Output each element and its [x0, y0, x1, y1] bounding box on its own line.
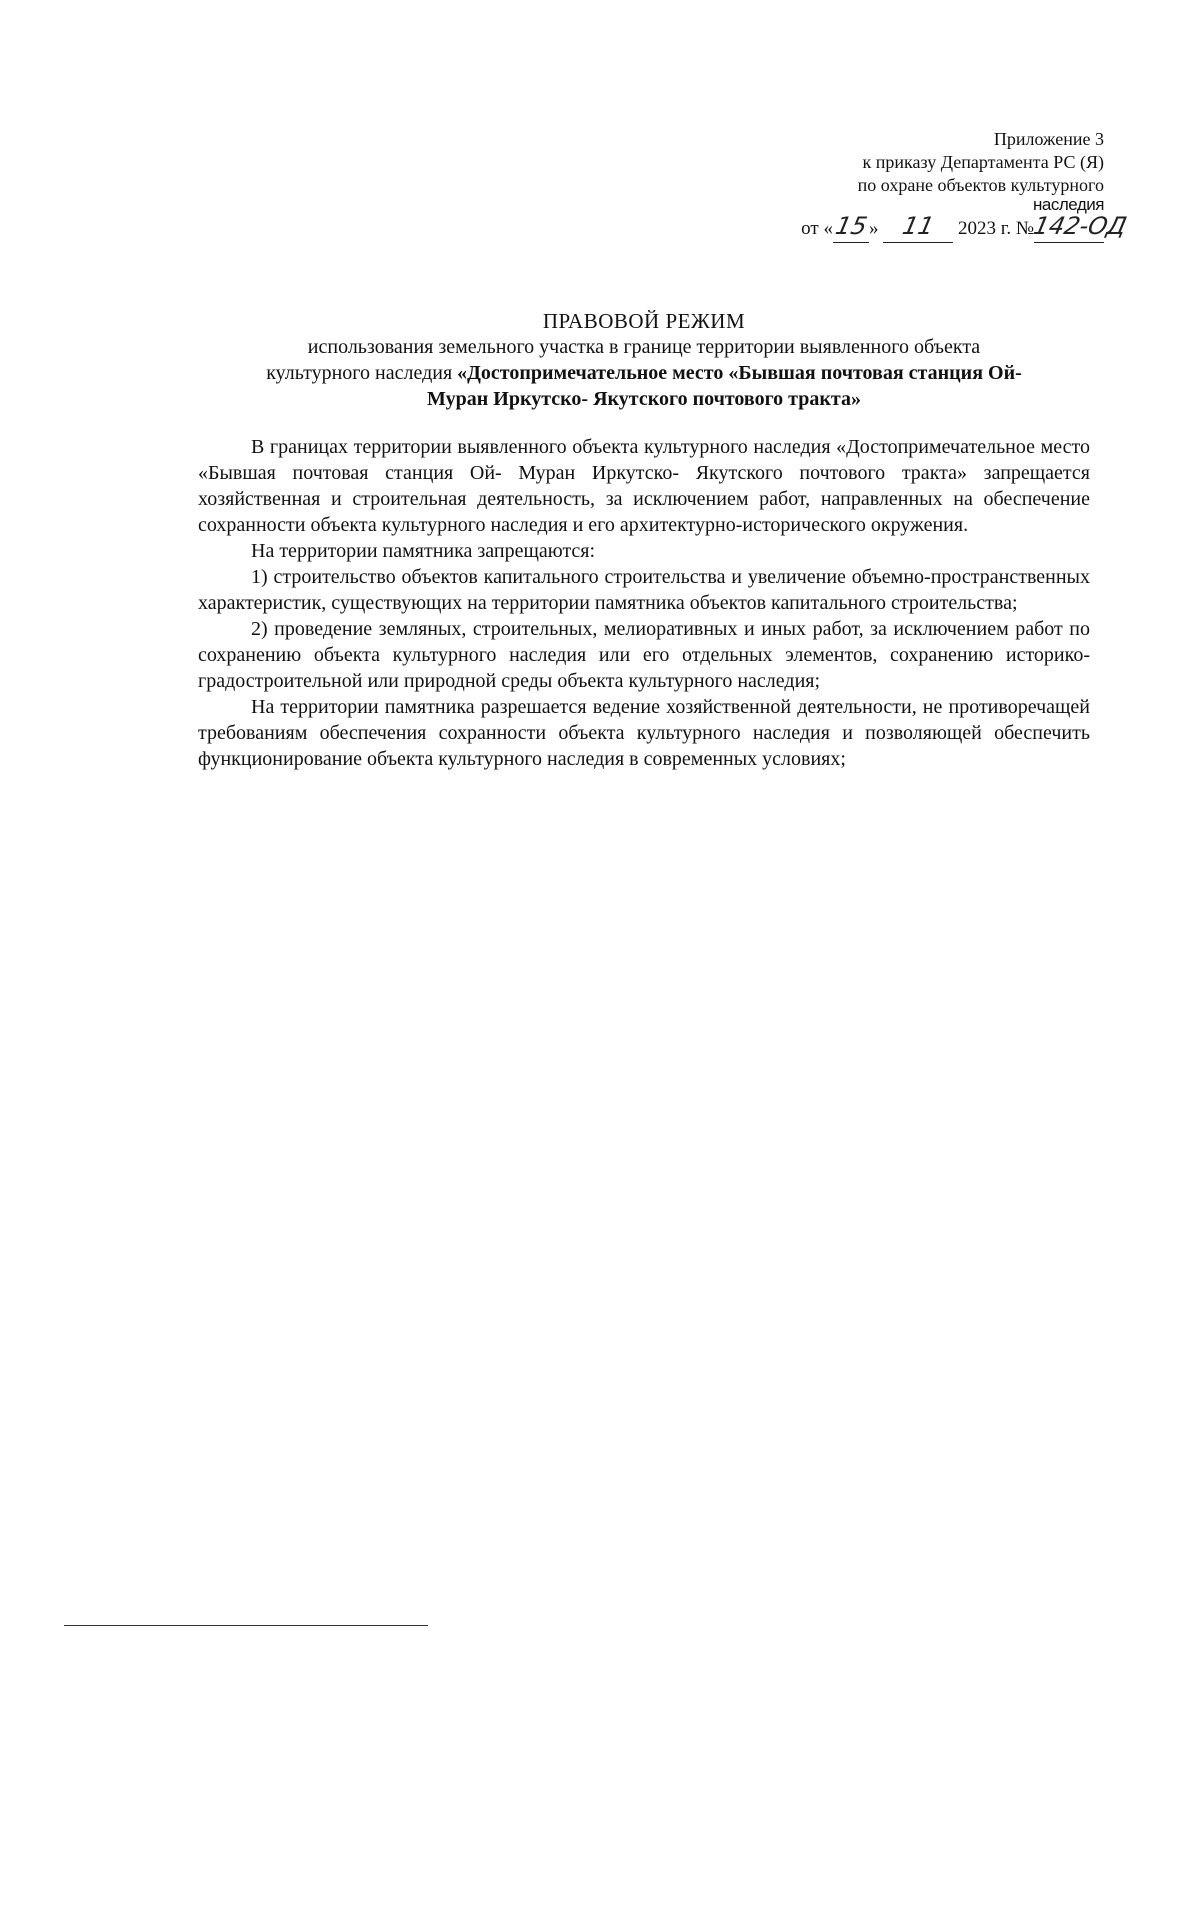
title-main: ПРАВОВОЙ РЕЖИМ — [542, 309, 746, 333]
appendix-header — [760, 128, 1130, 243]
paragraph-1: В границах территории выявленного объекта культурного наследия «Достопримечательное место «Бывшая почтовая станция Ой- Муран Иркутско- Якутского почтового тракта» запрещается хозяйственная и строительная деятельность, за исключением работ, направленных на обеспечение сохранности объекта культурного наследия и его архитектурно-исторического окружения. — [198, 436, 1090, 536]
title-line-4: Муран Иркутско- Якутского почтового тракта» — [427, 388, 861, 410]
appendix-line-2: к приказу Департамента РС (Я) — [862, 152, 1104, 172]
date-day-field — [833, 213, 869, 243]
appendix-line-4: наследия — [1033, 195, 1104, 214]
date-day-handwritten: 15 — [832, 212, 870, 240]
footnote-divider — [64, 1625, 428, 1626]
date-mid: » — [868, 218, 879, 239]
paragraph-2: На территории памятника запрещаются: — [251, 540, 596, 562]
title-line-3-plain: культурного наследия — [266, 362, 458, 384]
appendix-line-1: Приложение 3 — [993, 129, 1104, 149]
document-body — [198, 434, 1090, 772]
title-line-3-bold: «Достопримечательное место «Бывшая почтовая станция Ой- — [457, 362, 1022, 384]
paragraph-3: 1) строительство объектов капитального строительства и увеличение объемно-пространственных характеристик, существующих на территории памятника объектов капитального строительства; — [198, 566, 1090, 614]
date-prefix: от « — [801, 218, 833, 239]
order-date-line — [760, 212, 1130, 243]
appendix-line-3: по охране объектов культурного — [857, 175, 1104, 195]
paragraph-4: 2) проведение земляных, строительных, мелиоративных и иных работ, за исключением работ по сохранению объекта культурного наследия или его отдельных элементов, сохранению историко-градостроительной или природной среды объекта культурного наследия; — [198, 618, 1090, 692]
title-line-3 — [198, 360, 1090, 386]
order-number-field — [1031, 212, 1130, 243]
date-month-field — [883, 213, 953, 243]
paragraph-5: На территории памятника разрешается ведение хозяйственной деятельности, не противоречащей требованиям обеспечения сохранности объекта культурного наследия и позволяющей обеспечить функционирование объекта культурного наследия в современных условиях; — [198, 696, 1090, 770]
title-line-2: использования земельного участка в границе территории выявленного объекта — [307, 336, 981, 358]
document-title — [198, 308, 1090, 412]
date-month-handwritten: 11 — [899, 212, 937, 240]
date-year: 2023 г. № — [957, 218, 1034, 239]
order-number-handwritten: 142-ОД — [1031, 212, 1130, 240]
